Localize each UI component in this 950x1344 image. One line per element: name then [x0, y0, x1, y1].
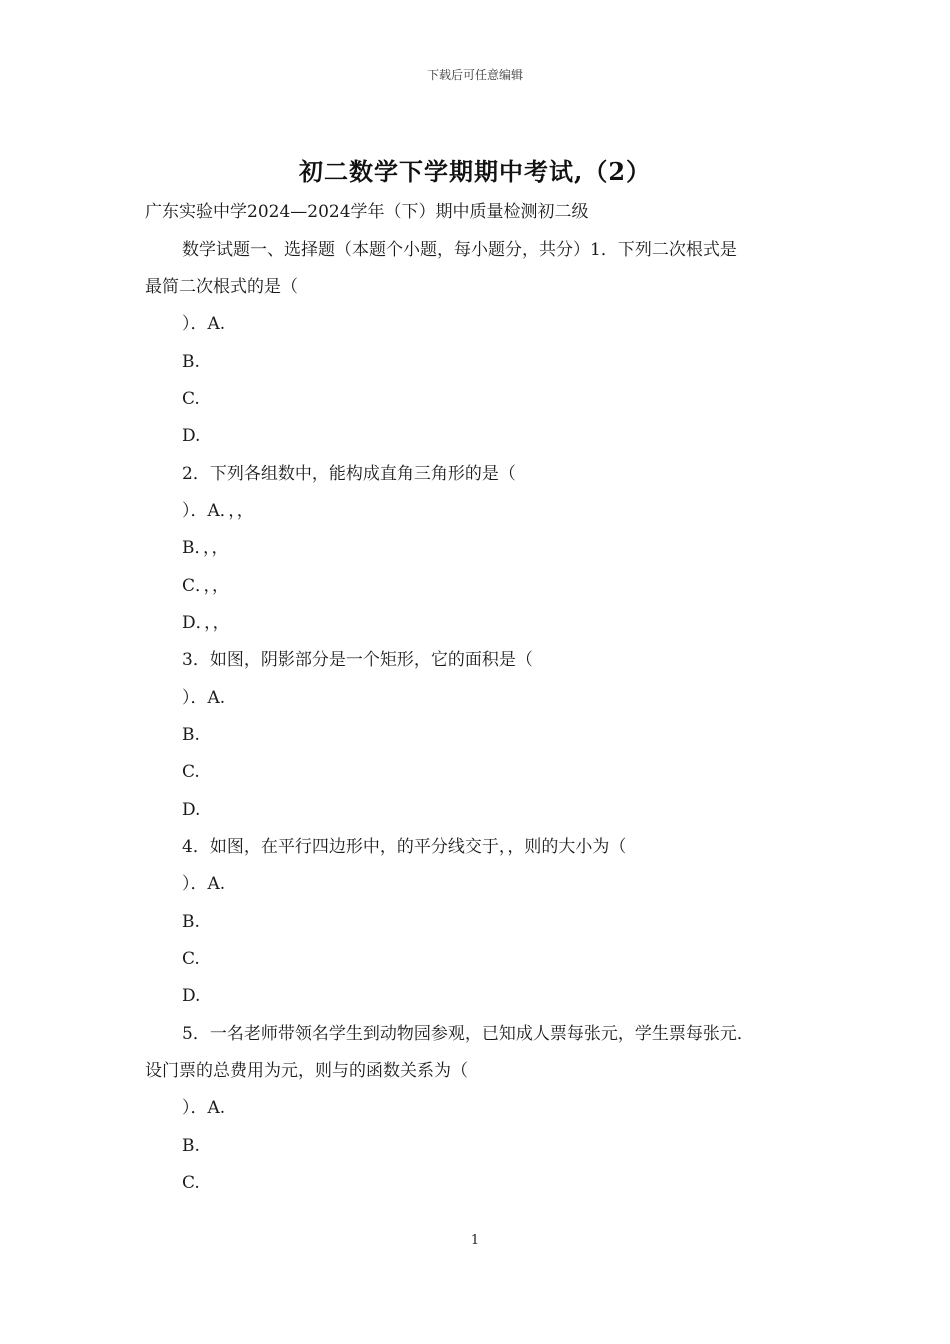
- question-2-option-b: B．，，: [182, 538, 229, 558]
- question-1-option-b: B.: [182, 352, 200, 372]
- question-5-stem-continued: 设门票的总费用为元，则与的函数关系为（: [145, 1061, 468, 1081]
- question-5-option-b: B.: [182, 1136, 200, 1156]
- question-2-stem: 2．下列各组数中，能构成直角三角形的是（: [182, 464, 516, 484]
- question-3-stem: 3．如图，阴影部分是一个矩形，它的面积是（: [182, 650, 533, 670]
- question-4-option-a: ）．A.: [182, 874, 226, 894]
- question-1-option-c: C.: [182, 389, 200, 409]
- question-2-option-c: C．，，: [182, 576, 230, 596]
- page-number: 1: [470, 1233, 480, 1248]
- question-intro-line: 数学试题一、选择题（本题个小题，每小题分，共分）1．下列二次根式是: [182, 240, 737, 260]
- page-header: 下载后可任意编辑: [426, 68, 523, 82]
- question-4-option-b: B.: [182, 912, 200, 932]
- question-1-option-d: D.: [182, 426, 201, 446]
- question-3-option-a: ）．A.: [182, 688, 226, 708]
- question-4-option-d: D.: [182, 986, 201, 1006]
- document-subtitle: 广东实验中学2024—2024学年（下）期中质量检测初二级: [145, 202, 589, 222]
- question-4-stem: 4．如图，在平行四边形中，的平分线交于，，则的大小为（: [182, 837, 627, 857]
- question-2-option-a: ）．A．，，: [182, 501, 254, 521]
- question-3-option-b: B.: [182, 725, 200, 745]
- question-5-option-c: C.: [182, 1173, 200, 1193]
- question-3-option-c: C.: [182, 762, 200, 782]
- question-1-stem-continued: 最简二次根式的是（: [145, 277, 298, 297]
- question-3-option-d: D.: [182, 800, 201, 820]
- question-5-option-a: ）．A.: [182, 1098, 226, 1118]
- question-4-option-c: C.: [182, 949, 200, 969]
- document-title: 初二数学下学期期中考试,（2）: [298, 157, 652, 186]
- question-1-option-a: ）．A.: [182, 314, 226, 334]
- question-5-stem: 5．一名老师带领名学生到动物园参观，已知成人票每张元，学生票每张元．: [182, 1024, 754, 1044]
- question-2-option-d: D．，，: [182, 613, 230, 633]
